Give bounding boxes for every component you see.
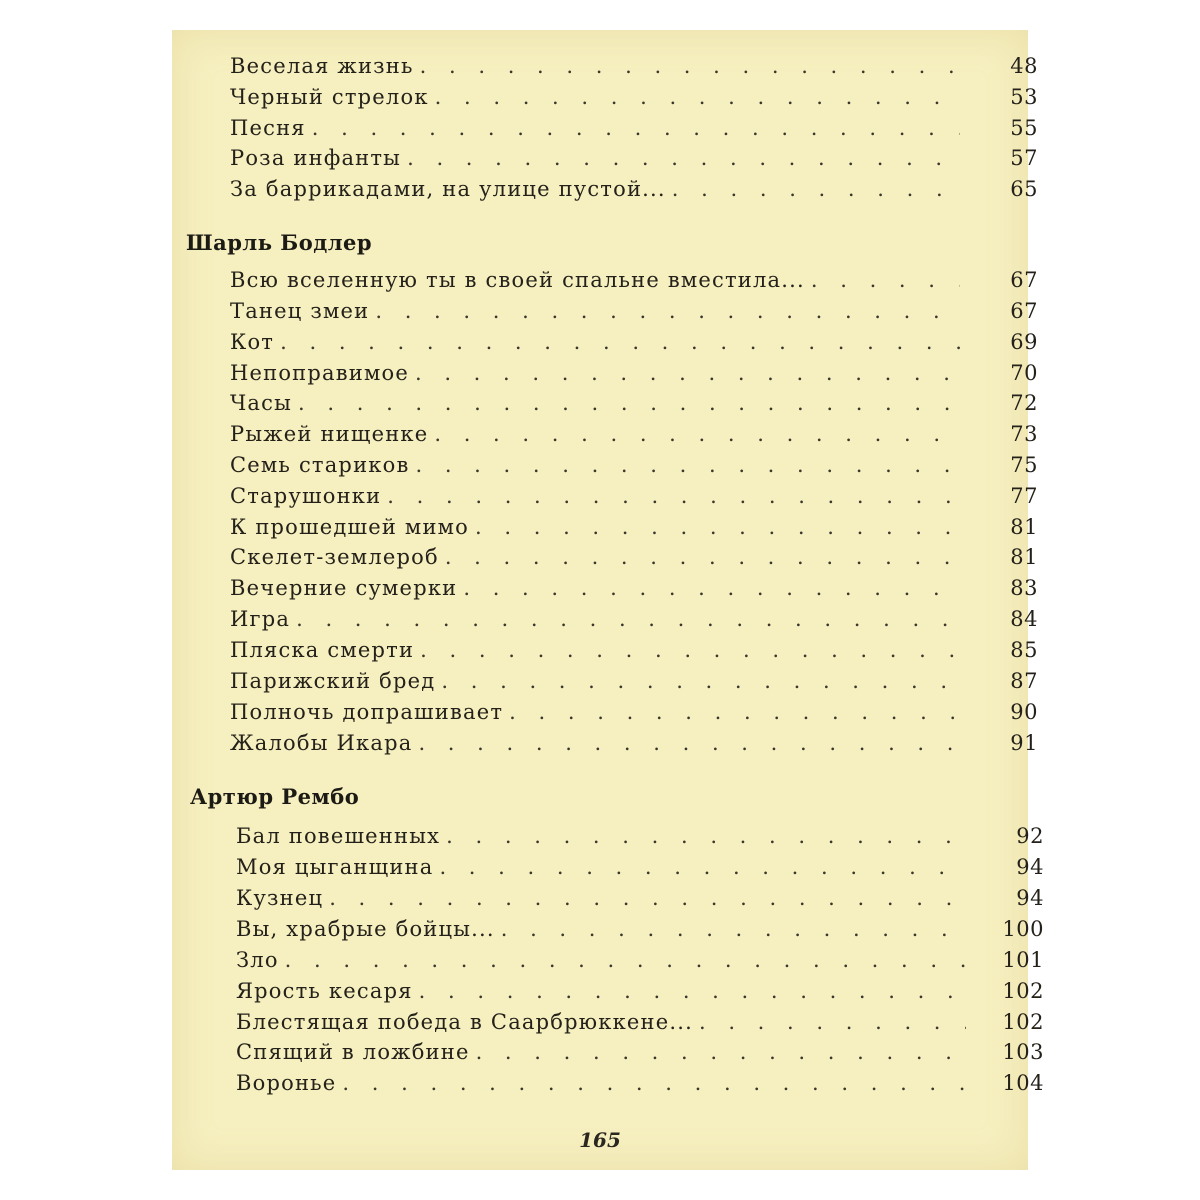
dot-leader xyxy=(342,1071,966,1095)
entry-title: Кузнец xyxy=(236,886,324,910)
toc-entry xyxy=(236,1010,1044,1040)
entry-title: К прошедшей мимо xyxy=(230,515,470,539)
entry-page: 48 xyxy=(1010,54,1038,78)
toc-entry xyxy=(230,85,1038,115)
book-page xyxy=(172,30,1044,1170)
dot-leader xyxy=(441,669,960,693)
entry-title: Кот xyxy=(230,330,275,354)
entry-title: Моя цыганщина xyxy=(236,855,434,879)
dot-leader xyxy=(699,1010,966,1034)
entry-page: 100 xyxy=(1002,917,1044,941)
entry-page: 55 xyxy=(1010,116,1038,140)
dot-leader xyxy=(415,453,960,477)
dot-leader xyxy=(439,855,966,879)
entry-title: Спящий в ложбине xyxy=(236,1040,470,1064)
entry-title: Бал повешенных xyxy=(236,824,441,848)
entry-page: 53 xyxy=(1010,85,1038,109)
toc-entry xyxy=(236,886,1044,916)
entry-title: Вы, храбрые бойцы... xyxy=(236,917,495,941)
page-number: 165 xyxy=(579,1128,621,1152)
entry-page: 83 xyxy=(1010,576,1038,600)
dot-leader xyxy=(407,146,960,170)
toc-entry xyxy=(230,330,1038,360)
entry-title: Скелет-землероб xyxy=(230,545,439,569)
dot-leader xyxy=(387,484,960,508)
toc-entry xyxy=(230,638,1038,668)
dot-leader xyxy=(446,824,966,848)
dot-leader xyxy=(475,515,960,539)
toc-entry xyxy=(236,917,1044,947)
toc-entry xyxy=(236,1040,1044,1070)
toc-entry xyxy=(230,268,1038,298)
dot-leader xyxy=(298,391,960,415)
entry-title: Жалобы Икара xyxy=(230,731,413,755)
dot-leader xyxy=(418,731,960,755)
entry-title: Танец змеи xyxy=(230,299,370,323)
entry-page: 85 xyxy=(1010,638,1038,662)
dot-leader xyxy=(312,116,960,140)
entry-title: Блестящая победа в Саарбрюккене... xyxy=(236,1010,693,1034)
dot-leader xyxy=(445,545,960,569)
dot-leader xyxy=(811,268,960,292)
toc-entry xyxy=(230,299,1038,329)
dot-leader xyxy=(415,361,960,385)
entry-page: 87 xyxy=(1010,669,1038,693)
toc-entry xyxy=(236,948,1044,978)
author-heading-baudelaire: Шарль Бодлер xyxy=(186,230,373,255)
dot-leader xyxy=(435,85,960,109)
dot-leader xyxy=(375,299,960,323)
entry-title: Полночь допрашивает xyxy=(230,700,504,724)
dot-leader xyxy=(672,177,960,201)
dot-leader xyxy=(285,948,966,972)
entry-page: 70 xyxy=(1010,361,1038,385)
toc-entry xyxy=(230,731,1038,761)
toc-entry xyxy=(230,453,1038,483)
dot-leader xyxy=(420,54,960,78)
toc-entry xyxy=(230,607,1038,637)
entry-page: 73 xyxy=(1010,422,1038,446)
toc-entry xyxy=(236,1071,1044,1101)
entry-title: Воронье xyxy=(236,1071,337,1095)
entry-page: 91 xyxy=(1010,731,1038,755)
entry-page: 84 xyxy=(1010,607,1038,631)
entry-title: Парижский бред xyxy=(230,669,436,693)
dot-leader xyxy=(420,638,960,662)
toc-entry xyxy=(230,391,1038,421)
toc-entry xyxy=(230,116,1038,146)
entry-title: Старушонки xyxy=(230,484,382,508)
dot-leader xyxy=(463,576,960,600)
toc-entry xyxy=(230,515,1038,545)
toc-entry xyxy=(236,979,1044,1009)
toc-entry xyxy=(230,361,1038,391)
toc-entry xyxy=(230,422,1038,452)
toc-entry xyxy=(236,824,1044,854)
entry-page: 77 xyxy=(1010,484,1038,508)
toc-entry xyxy=(230,700,1038,730)
dot-leader xyxy=(419,979,966,1003)
entry-page: 101 xyxy=(1002,948,1044,972)
entry-title: Черный стрелок xyxy=(230,85,429,109)
entry-title: Пляска смерти xyxy=(230,638,415,662)
toc-entry xyxy=(230,146,1038,176)
dot-leader xyxy=(501,917,966,941)
entry-title: Часы xyxy=(230,391,293,415)
entry-page: 90 xyxy=(1010,700,1038,724)
toc-entry xyxy=(230,177,1038,207)
entry-title: Всю вселенную ты в своей спальне вместила... xyxy=(230,268,805,292)
toc-entry xyxy=(236,855,1044,885)
entry-title: Игра xyxy=(230,607,291,631)
entry-page: 81 xyxy=(1010,515,1038,539)
entry-page: 94 xyxy=(1016,855,1044,879)
toc-entry xyxy=(230,545,1038,575)
entry-page: 94 xyxy=(1016,886,1044,910)
entry-page: 81 xyxy=(1010,545,1038,569)
entry-page: 72 xyxy=(1010,391,1038,415)
entry-title: Зло xyxy=(236,948,279,972)
dot-leader xyxy=(280,330,960,354)
dot-leader xyxy=(476,1040,966,1064)
dot-leader xyxy=(329,886,966,910)
toc-entry xyxy=(230,576,1038,606)
entry-title: Веселая жизнь xyxy=(230,54,414,78)
entry-title: Семь стариков xyxy=(230,453,410,477)
entry-title: Вечерние сумерки xyxy=(230,576,458,600)
entry-title: Ярость кесаря xyxy=(236,979,413,1003)
entry-title: За баррикадами, на улице пустой... xyxy=(230,177,666,201)
entry-page: 67 xyxy=(1010,268,1038,292)
entry-page: 104 xyxy=(1002,1071,1044,1095)
entry-page: 103 xyxy=(1002,1040,1044,1064)
entry-page: 67 xyxy=(1010,299,1038,323)
author-heading-rimbaud: Артюр Рембо xyxy=(190,784,360,809)
entry-title: Песня xyxy=(230,116,306,140)
entry-title: Роза инфанты xyxy=(230,146,402,170)
entry-page: 92 xyxy=(1016,824,1044,848)
dot-leader xyxy=(296,607,960,631)
toc-entry xyxy=(230,54,1038,84)
entry-page: 65 xyxy=(1010,177,1038,201)
entry-page: 102 xyxy=(1002,1010,1044,1034)
entry-title: Непоправимое xyxy=(230,361,409,385)
entry-page: 102 xyxy=(1002,979,1044,1003)
dot-leader xyxy=(434,422,960,446)
toc-entry xyxy=(230,669,1038,699)
toc-entry xyxy=(230,484,1038,514)
entry-page: 75 xyxy=(1010,453,1038,477)
entry-page: 69 xyxy=(1010,330,1038,354)
entry-title: Рыжей нищенке xyxy=(230,422,429,446)
entry-page: 57 xyxy=(1010,146,1038,170)
dot-leader xyxy=(509,700,960,724)
